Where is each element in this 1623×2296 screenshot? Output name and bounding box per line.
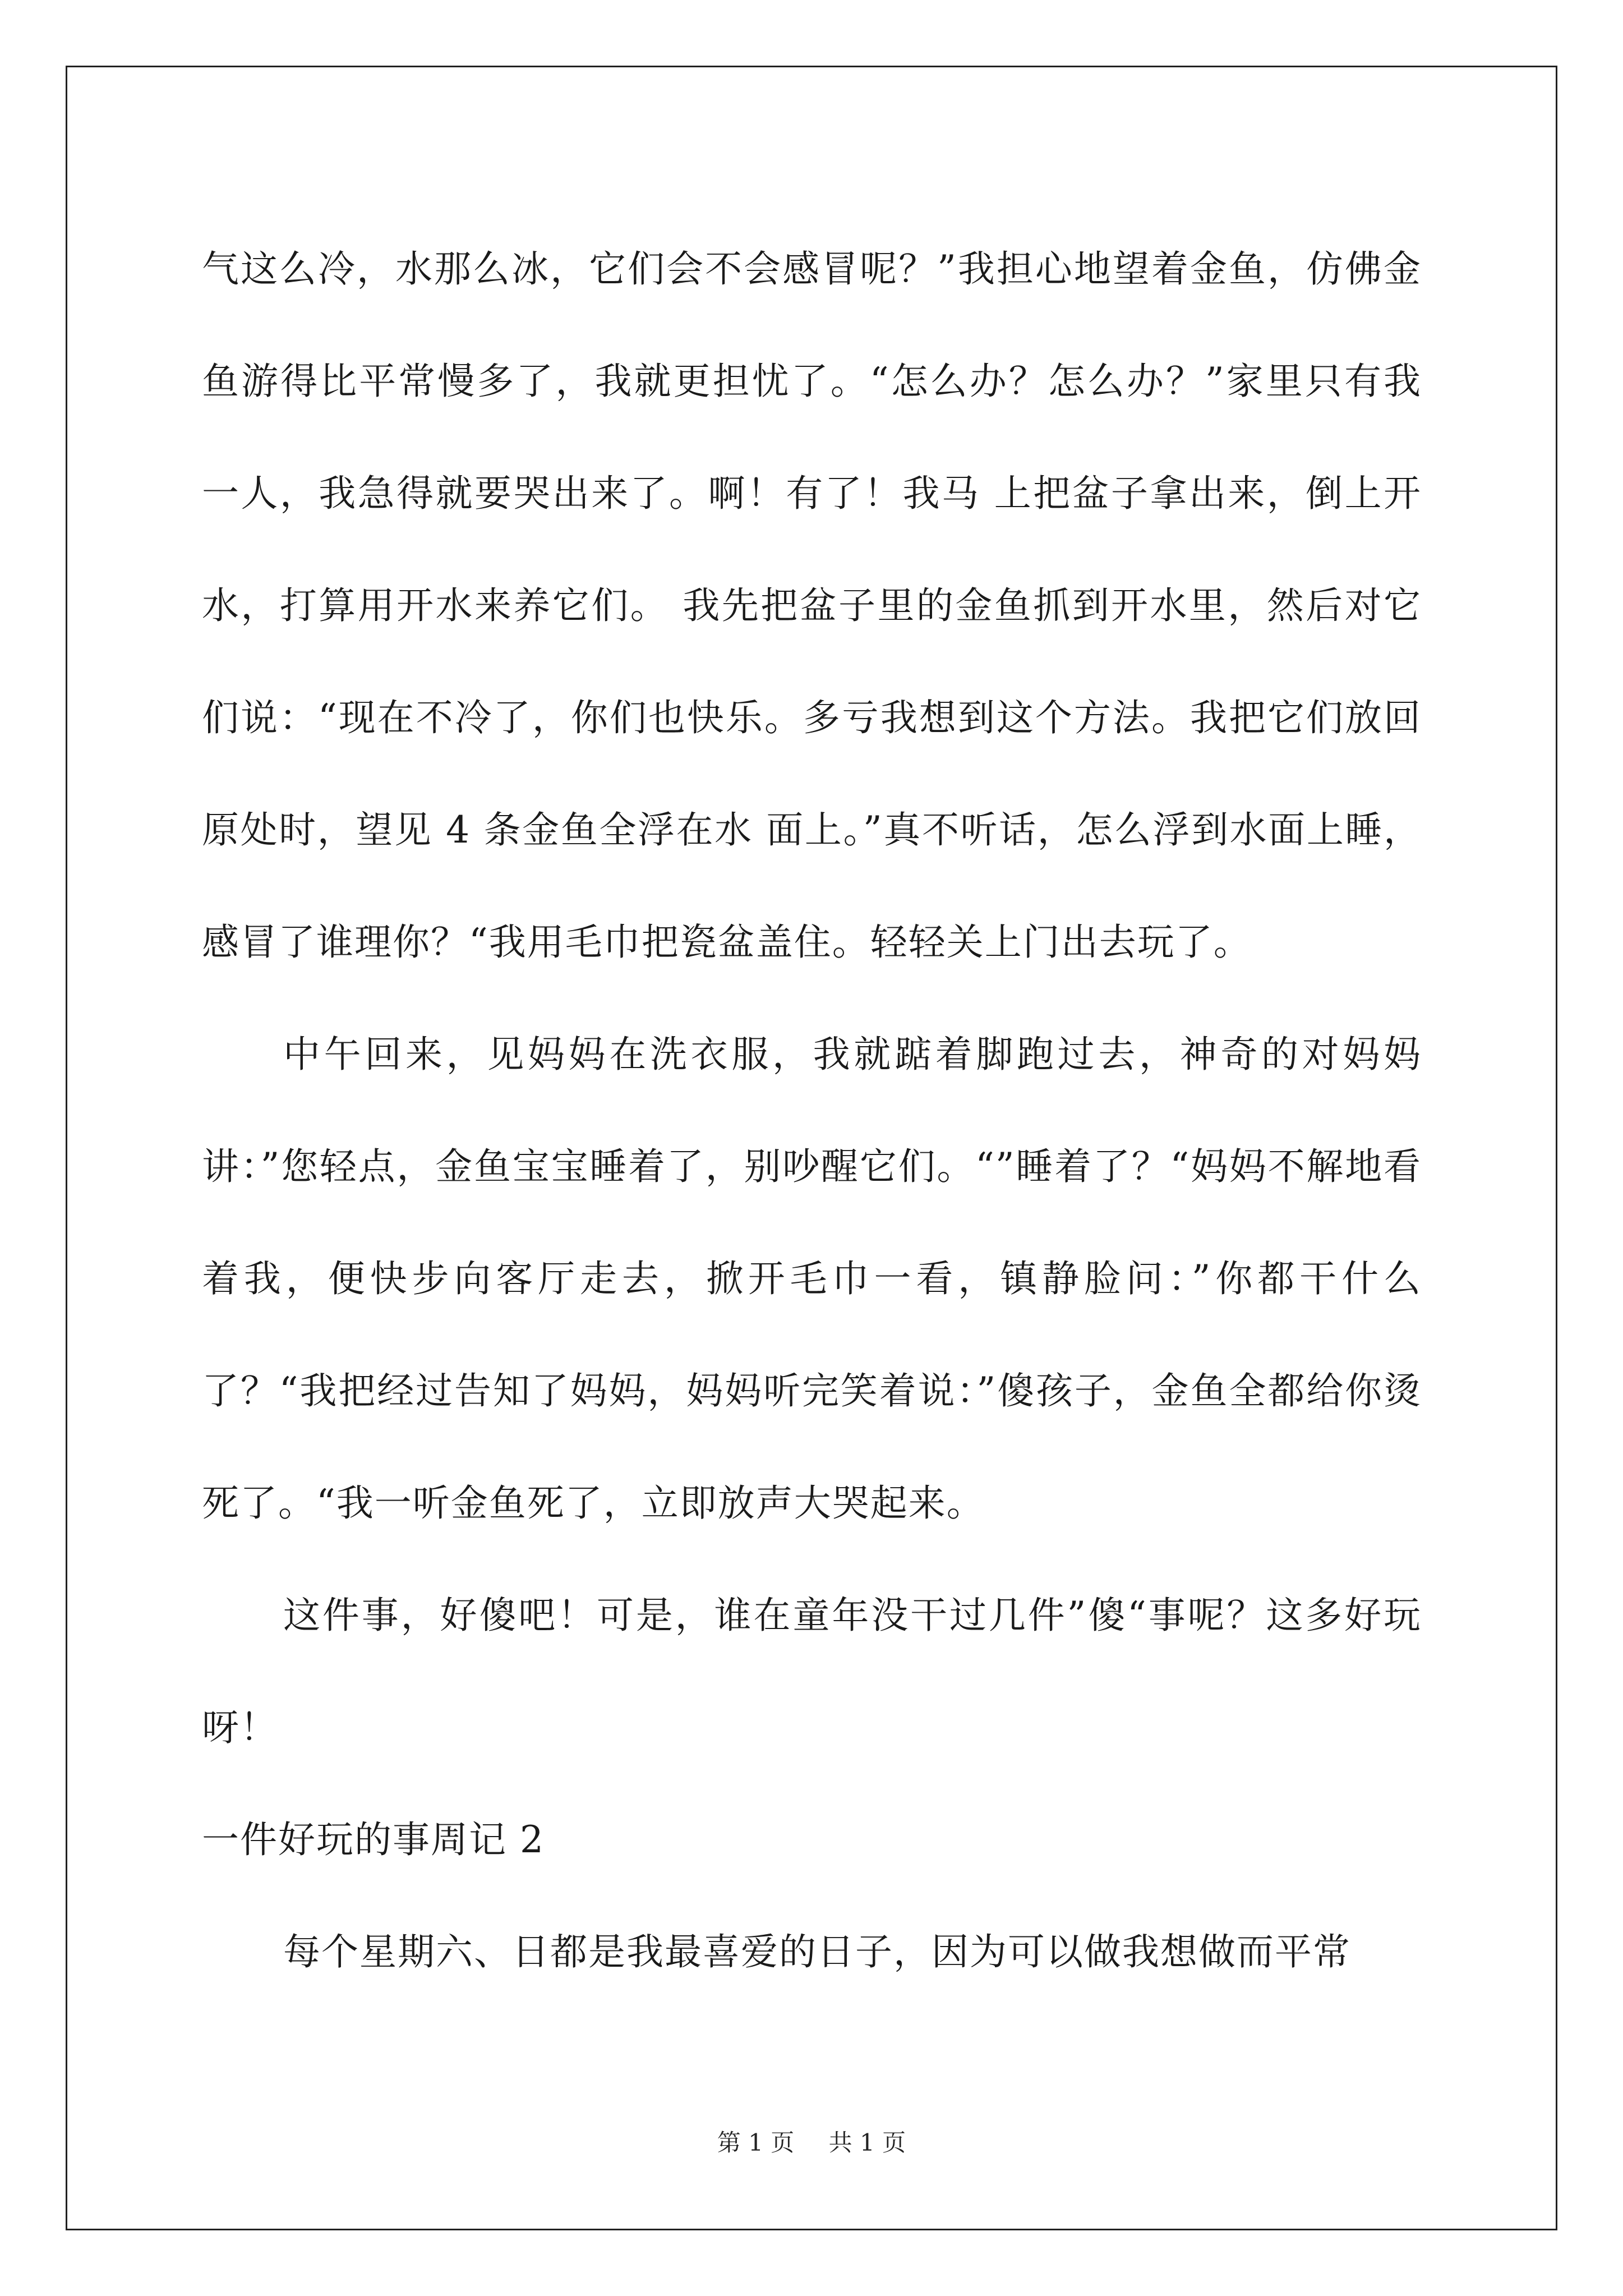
page-number: 第 1 页	[717, 2129, 795, 2156]
page-total: 共 1 页	[828, 2129, 906, 2156]
paragraph-4: 每个星期六、日都是我最喜爱的日子，因为可以做我想做而平常	[283, 1930, 1351, 1973]
document-body	[202, 213, 1422, 2008]
paragraph-1: 气这么冷，水那么冰，它们会不会感冒呢？”我担心地望着金鱼，仿佛金鱼游得比平常慢多了，我就更担忧了。“怎么办？怎么办？”家里只有我一人，我急得就要哭出来了。啊！有了！我马 上把盆子拿出来，倒上开水，打算用开水来养它们。 我先把盆子里的金鱼抓到开水里，然后对它们说：“现在不冷了，你们也快乐。多亏我想到这个方法。我把它们放回原处时，望见 4 条金鱼全浮在水 面上。”真不听话，怎么浮到水面上睡，感冒了谁理你？“我用毛巾把瓷盆盖住。轻轻关上门出去玩了。	[202, 247, 1422, 964]
page-footer	[0, 2126, 1623, 2160]
section-heading: 一件好玩的事周记 2	[202, 1818, 545, 1861]
paragraph-3: 这件事，好傻吧！可是，谁在童年没干过几件”傻“事呢？这多好玩呀！	[202, 1594, 1422, 1749]
paragraph-2: 中午回来，见妈妈在洗衣服，我就踮着脚跑过去，神奇的对妈妈讲：”您轻点，金鱼宝宝睡着了，别吵醒它们。“”睡着了？“妈妈不解地看着我，便快步向客厅走去，掀开毛巾一看，镇静脸问：”你都干什么了？“我把经过告知了妈妈，妈妈听完笑着说：”傻孩子，金鱼全都给你烫死了。“我一听金鱼死了，立即放声大哭起来。	[202, 1033, 1422, 1525]
